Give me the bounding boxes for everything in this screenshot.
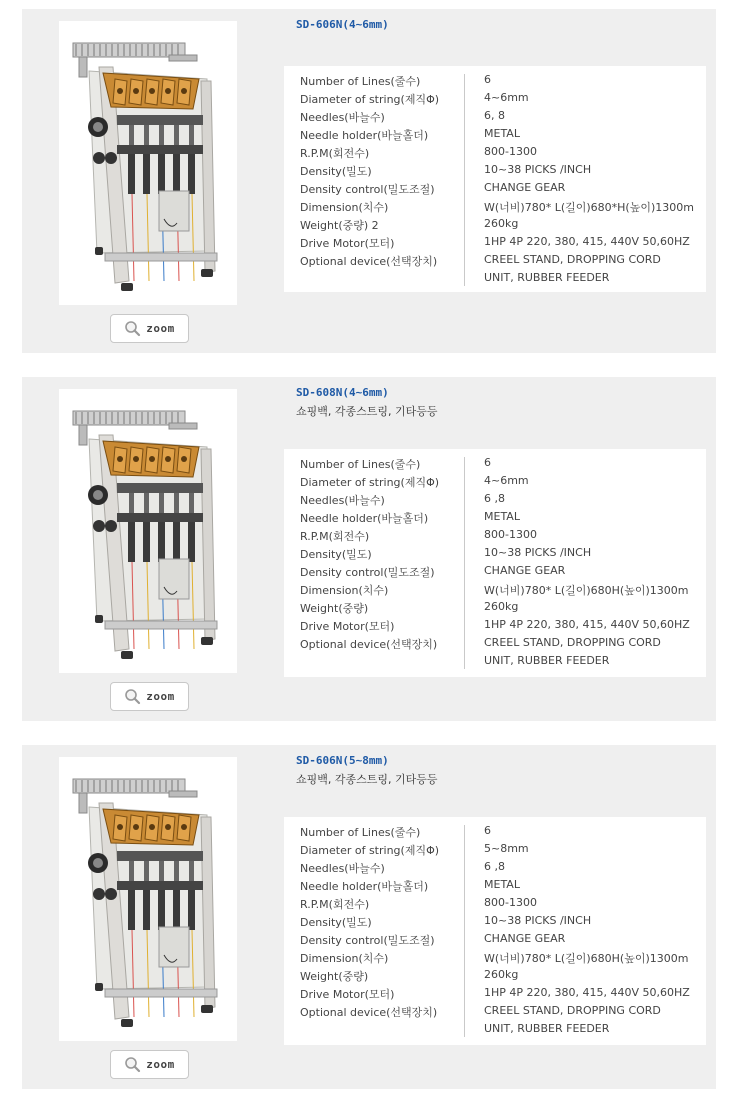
spec-value: 6 — [484, 73, 491, 86]
spec-row — [284, 912, 706, 930]
spec-table — [284, 817, 706, 1045]
zoom-label: zoom — [146, 690, 175, 703]
spec-row — [284, 107, 706, 125]
spec-value: 260kg — [484, 217, 519, 230]
spec-label: R.P.M(회전수) — [300, 530, 370, 543]
spec-value: 10~38 PICKS /INCH — [484, 163, 592, 176]
spec-value: CREEL STAND, DROPPING CORD — [484, 1004, 661, 1017]
spec-value: CHANGE GEAR — [484, 181, 566, 194]
spec-value: 6 ,8 — [484, 492, 505, 505]
spec-row — [284, 251, 706, 269]
spec-label: Optional device(선택장치) — [300, 1006, 438, 1019]
spec-row — [284, 89, 706, 107]
spec-label: Needles(바늘수) — [300, 111, 385, 124]
spec-row — [284, 858, 706, 876]
spec-label: Number of Lines(줄수) — [300, 826, 421, 839]
machine-photo[interactable] — [59, 389, 237, 673]
magnifier-icon — [124, 320, 141, 337]
spec-label: Drive Motor(모터) — [300, 620, 395, 633]
spec-value: 1HP 4P 220, 380, 415, 440V 50,60HZ — [484, 986, 690, 999]
spec-row — [284, 948, 706, 966]
spec-value: CREEL STAND, DROPPING CORD — [484, 636, 661, 649]
spec-row — [284, 544, 706, 562]
spec-label: Diameter of string(제직Φ) — [300, 844, 440, 857]
spec-value: 6 — [484, 456, 491, 469]
product-card — [22, 745, 716, 1089]
machine-photo[interactable] — [59, 757, 237, 1041]
magnifier-icon — [124, 1056, 141, 1073]
product-card — [22, 9, 716, 353]
spec-value: UNIT, RUBBER FEEDER — [484, 1022, 610, 1035]
spec-row — [284, 652, 706, 670]
spec-value: METAL — [484, 510, 520, 523]
spec-label: Weight(중량) — [300, 970, 369, 983]
spec-row — [284, 616, 706, 634]
spec-label: Density control(밀도조절) — [300, 934, 435, 947]
spec-table — [284, 66, 706, 292]
spec-value: 1HP 4P 220, 380, 415, 440V 50,60HZ — [484, 235, 690, 248]
spec-row — [284, 634, 706, 652]
spec-label: Number of Lines(줄수) — [300, 75, 421, 88]
spec-label: Weight(중량) 2 — [300, 219, 379, 232]
spec-value: 260kg — [484, 600, 519, 613]
spec-row — [284, 822, 706, 840]
spec-label: Optional device(선택장치) — [300, 255, 438, 268]
spec-label: Density(밀도) — [300, 916, 372, 929]
spec-value: 800-1300 — [484, 145, 537, 158]
spec-row — [284, 233, 706, 251]
spec-label: Dimension(치수) — [300, 201, 389, 214]
spec-label: Needle holder(바늘홀더) — [300, 129, 429, 142]
spec-value: 800-1300 — [484, 896, 537, 909]
spec-row — [284, 930, 706, 948]
spec-label: Density control(밀도조절) — [300, 183, 435, 196]
product-title: SD-606N(4~6mm) — [296, 18, 389, 31]
spec-row — [284, 454, 706, 472]
product-title: SD-608N(4~6mm) — [296, 386, 389, 399]
zoom-label: zoom — [146, 1058, 175, 1071]
spec-label: R.P.M(회전수) — [300, 898, 370, 911]
spec-row — [284, 966, 706, 984]
spec-label: Needle holder(바늘홀더) — [300, 512, 429, 525]
spec-label: R.P.M(회전수) — [300, 147, 370, 160]
spec-value: CHANGE GEAR — [484, 932, 566, 945]
spec-row — [284, 984, 706, 1002]
spec-value: 10~38 PICKS /INCH — [484, 914, 592, 927]
spec-value: 5~8mm — [484, 842, 529, 855]
spec-row — [284, 508, 706, 526]
spec-row — [284, 269, 706, 287]
spec-row — [284, 1020, 706, 1038]
zoom-button[interactable] — [110, 682, 189, 711]
spec-value: 6, 8 — [484, 109, 505, 122]
spec-label: Dimension(치수) — [300, 584, 389, 597]
spec-row — [284, 197, 706, 215]
spec-value: 1HP 4P 220, 380, 415, 440V 50,60HZ — [484, 618, 690, 631]
spec-label: Needles(바늘수) — [300, 862, 385, 875]
spec-value: CREEL STAND, DROPPING CORD — [484, 253, 661, 266]
spec-row — [284, 161, 706, 179]
spec-row — [284, 143, 706, 161]
spec-value: 800-1300 — [484, 528, 537, 541]
spec-value: CHANGE GEAR — [484, 564, 566, 577]
spec-row — [284, 215, 706, 233]
zoom-label: zoom — [146, 322, 175, 335]
spec-value: 4~6mm — [484, 91, 529, 104]
machine-photo[interactable] — [59, 21, 237, 305]
spec-label: Density(밀도) — [300, 548, 372, 561]
spec-label: Needles(바늘수) — [300, 494, 385, 507]
zoom-button[interactable] — [110, 1050, 189, 1079]
spec-label: Weight(중량) — [300, 602, 369, 615]
spec-value: W(너비)780* L(길이)680H(높이)1300m — [484, 952, 689, 965]
spec-row — [284, 125, 706, 143]
spec-value: 10~38 PICKS /INCH — [484, 546, 592, 559]
magnifier-icon — [124, 688, 141, 705]
spec-value: 4~6mm — [484, 474, 529, 487]
spec-row — [284, 472, 706, 490]
spec-row — [284, 490, 706, 508]
spec-row — [284, 580, 706, 598]
zoom-button[interactable] — [110, 314, 189, 343]
product-title: SD-606N(5~8mm) — [296, 754, 389, 767]
spec-label: Diameter of string(제직Φ) — [300, 476, 440, 489]
spec-value: 260kg — [484, 968, 519, 981]
spec-value: METAL — [484, 127, 520, 140]
spec-label: Drive Motor(모터) — [300, 988, 395, 1001]
spec-value: 6 ,8 — [484, 860, 505, 873]
product-card — [22, 377, 716, 721]
spec-row — [284, 179, 706, 197]
spec-label: Diameter of string(제직Φ) — [300, 93, 440, 106]
spec-row — [284, 894, 706, 912]
spec-row — [284, 598, 706, 616]
spec-value: METAL — [484, 878, 520, 891]
product-subtitle: 쇼핑백, 각종스트링, 기타등등 — [296, 773, 438, 786]
spec-row — [284, 71, 706, 89]
spec-row — [284, 1002, 706, 1020]
spec-label: Needle holder(바늘홀더) — [300, 880, 429, 893]
spec-value: UNIT, RUBBER FEEDER — [484, 271, 610, 284]
spec-label: Optional device(선택장치) — [300, 638, 438, 651]
spec-label: Density(밀도) — [300, 165, 372, 178]
spec-label: Number of Lines(줄수) — [300, 458, 421, 471]
spec-label: Dimension(치수) — [300, 952, 389, 965]
spec-row — [284, 876, 706, 894]
spec-table — [284, 449, 706, 677]
spec-value: W(너비)780* L(길이)680H(높이)1300m — [484, 584, 689, 597]
spec-value: UNIT, RUBBER FEEDER — [484, 654, 610, 667]
spec-value: W(너비)780* L(길이)680*H(높이)1300m — [484, 201, 694, 214]
spec-row — [284, 840, 706, 858]
product-subtitle: 쇼핑백, 각종스트링, 기타등등 — [296, 405, 438, 418]
spec-label: Density control(밀도조절) — [300, 566, 435, 579]
spec-value: 6 — [484, 824, 491, 837]
spec-row — [284, 562, 706, 580]
spec-label: Drive Motor(모터) — [300, 237, 395, 250]
spec-row — [284, 526, 706, 544]
